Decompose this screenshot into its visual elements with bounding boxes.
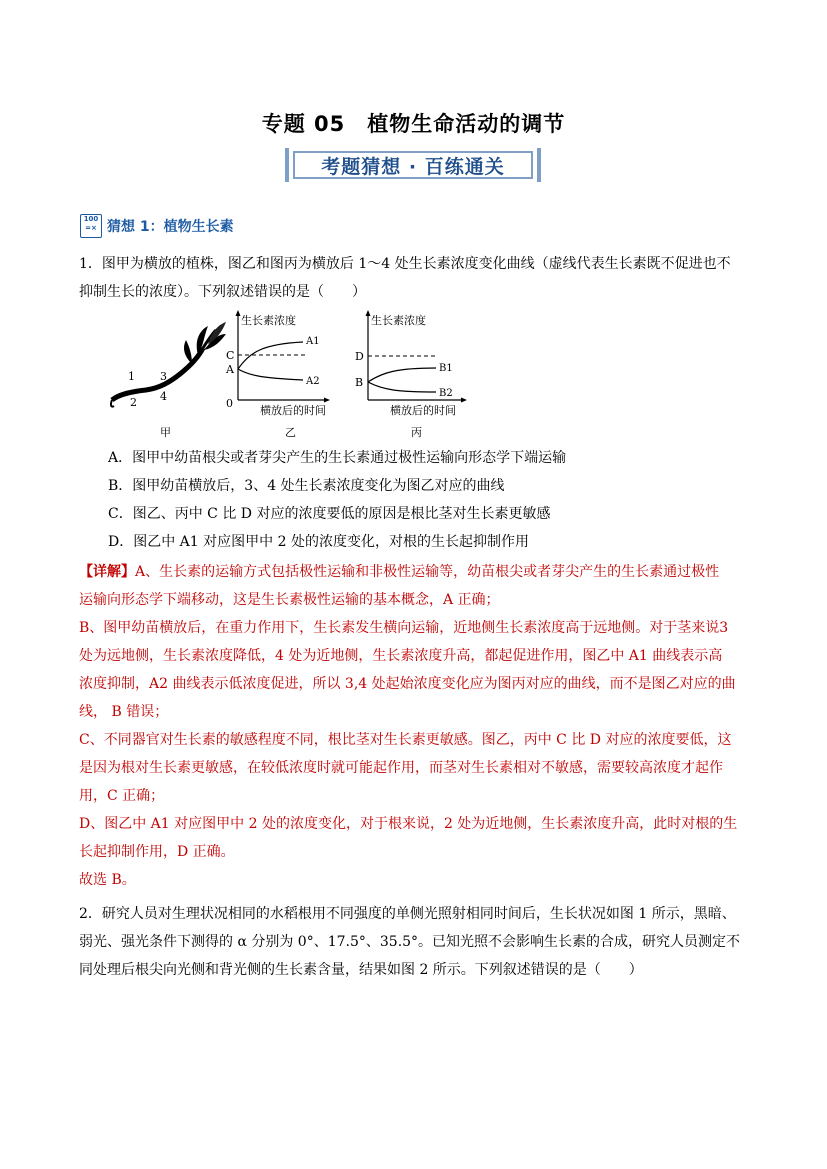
plant-figure [111, 322, 226, 439]
detail-line: 长起抑制作用，D 正确。 [79, 844, 235, 860]
plant-label-2: 2 [130, 396, 137, 409]
yi-label-a2: A2 [306, 376, 320, 387]
score-icon-top: 100 [83, 215, 99, 223]
score-icon [80, 214, 102, 238]
option-b: B．图甲幼苗横放后，3、4 处生长素浓度变化为图乙对应的曲线 [108, 478, 505, 494]
detail-tag: 【详解】 [79, 564, 135, 580]
bing-label-b1: B1 [439, 363, 453, 374]
yi-origin: 0 [226, 397, 233, 410]
plant-label-1: 1 [128, 370, 135, 383]
bing-label-b2: B2 [439, 388, 453, 399]
detail-line: D、图乙中 A1 对应图甲中 2 处的浓度变化，对于根来说，2 处为近地侧，生长素浓度升高，此时对根的生 [79, 816, 738, 832]
bing-label-b: B [355, 376, 364, 389]
bing-y-arrow [366, 310, 371, 316]
q2-line: 同处理后根尖向光侧和背光侧的生长素含量，结果如图 2 所示。下列叙述错误的是（ ） [79, 962, 643, 978]
option-d: D．图乙中 A1 对应图甲中 2 处的浓度变化，对根的生长起抑制作用 [108, 534, 529, 550]
page-title: 专题 05 植物生命活动的调节 [261, 112, 566, 136]
detail-line: 处为远地侧，生长素浓度降低，4 处为近地侧，生长素浓度升高，都起促进作用，图乙中 A1 曲线表示高 [79, 648, 723, 664]
bing-curve-b2 [368, 382, 436, 392]
yi-x-arrow [324, 398, 330, 403]
q2-line: 2．研究人员对生理状况相同的水稻根用不同强度的单侧光照射相同时间后，生长状况如图 1 所示，黑暗、 [79, 906, 736, 922]
chart-yi [225, 310, 330, 439]
guess-heading [80, 214, 234, 238]
q2-line: 弱光、强光条件下测得的 α 分别为 0°、17.5°、35.5°。已知光照不会影响生长素的合成，研究人员测定不 [79, 934, 741, 950]
question-1-figure [108, 300, 488, 445]
section-banner [285, 148, 541, 182]
plant-label-4: 4 [160, 390, 167, 403]
detail-line-a1: 【详解】A、生长素的运输方式包括极性运输和非极性运输等，幼苗根尖或者芽尖产生的生长素通过极性 [79, 564, 720, 580]
yi-xlabel: 横放后的时间 [260, 404, 326, 417]
yi-label-a: A [226, 363, 234, 376]
q1-line: 1．图甲为横放的植株，图乙和图丙为横放后 1～4 处生长素浓度变化曲线（虚线代表生长素既不促进也不 [79, 256, 731, 272]
option-c: C．图乙、丙中 C 比 D 对应的浓度要低的原因是根比茎对生长素更敏感 [108, 506, 551, 522]
detail-conclusion: 故选 B。 [79, 872, 136, 888]
banner-text: 考题猜想 · 百练通关 [293, 151, 533, 179]
yi-curve-a2 [238, 369, 303, 380]
yi-label-a1: A1 [306, 336, 320, 347]
plant-label-3: 3 [160, 370, 167, 383]
chart-bing [355, 310, 467, 439]
detail-line: C、不同器官对生长素的敏感程度不同，根比茎对生长素更敏感。图乙，丙中 C 比 D 对应的浓度要低，这 [79, 732, 732, 748]
bing-curve-b1 [368, 368, 436, 382]
option-a: A．图甲中幼苗根尖或者芽尖产生的生长素通过极性运输向形态学下端运输 [108, 450, 567, 466]
yi-ylabel: 生长素浓度 [241, 314, 296, 327]
banner-bar-right [537, 148, 541, 182]
detail-line: 运输向形态学下端移动，这是生长素极性运输的基本概念，A 正确； [79, 592, 500, 608]
detail-line: 用，C 正确； [79, 788, 165, 804]
bing-label-d: D [355, 350, 364, 363]
banner-bar-left [285, 148, 289, 182]
question-2-stem [79, 900, 751, 984]
bing-caption: 丙 [411, 426, 422, 439]
question-1-stem [79, 250, 751, 306]
bing-xlabel: 横放后的时间 [390, 404, 456, 417]
detail-line: B、图甲幼苗横放后，在重力作用下，生长素发生横向运输，近地侧生长素浓度高于远地侧。对于茎来说3 [79, 620, 729, 636]
detail-line: 是因为根对生长素更敏感，在较低浓度时就可能起作用，而茎对生长素相对不敏感，需要较高浓度才起作 [79, 760, 723, 776]
yi-y-arrow [236, 310, 241, 316]
detail-line: 线， B 错误； [79, 704, 169, 720]
plant-caption: 甲 [160, 426, 171, 439]
yi-caption: 乙 [285, 426, 296, 439]
score-icon-bottom: =× [85, 224, 97, 232]
bing-ylabel: 生长素浓度 [371, 314, 426, 327]
guess-label: 猜想 1：植物生长素 [107, 219, 234, 235]
yi-label-c: C [226, 349, 235, 362]
bing-x-arrow [461, 398, 467, 403]
answer-detail [79, 558, 751, 894]
detail-line: 浓度抑制，A2 曲线表示低浓度促进，所以 3,4 处起始浓度变化应为图丙对应的曲线，而不是图乙对应的曲 [79, 676, 736, 692]
q1-line: 抑制生长的浓度）。下列叙述错误的是（ ） [79, 284, 366, 300]
